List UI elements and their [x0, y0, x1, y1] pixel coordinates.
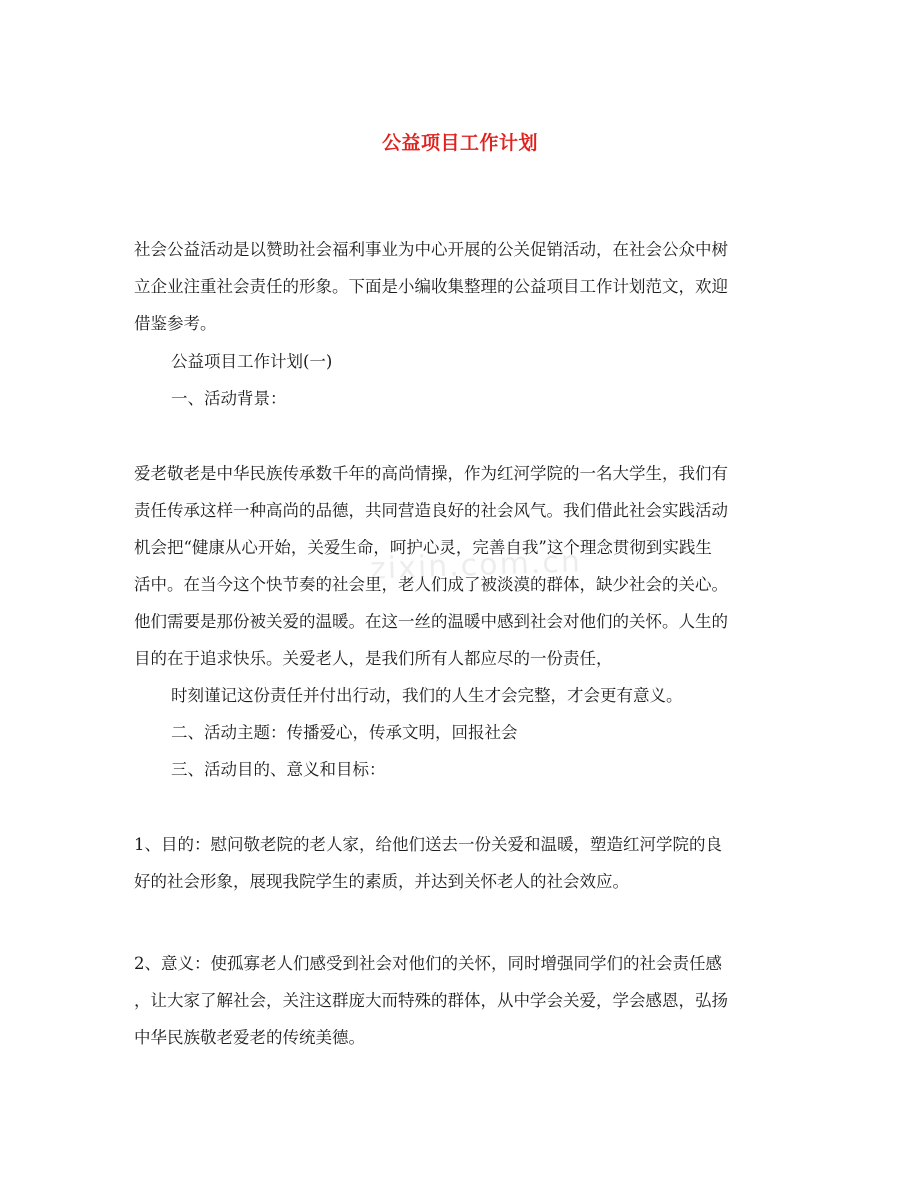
intro-line: 社会公益活动是以赞助社会福利事业为中心开展的公关促销活动，在社会公众中树	[134, 240, 728, 259]
watermark: zixin.com.cn	[369, 544, 583, 587]
background-line: 他们需要是那份被关爱的温暖。在这一丝的温暖中感到社会对他们的关怀。人生的	[134, 612, 728, 631]
background-paragraph	[134, 455, 790, 788]
meaning-line: 2、意义：使孤寡老人们感受到社会对他们的关怀，同时增强同学们的社会责任感	[134, 954, 722, 973]
meaning-paragraph	[134, 945, 790, 1056]
meaning-line: ，让大家了解社会，关注这群庞大而特殊的群体，从中学会关爱，学会感恩，弘扬	[134, 991, 728, 1010]
plan-heading-block	[134, 343, 790, 417]
plan-heading: 公益项目工作计划(一)	[171, 352, 333, 371]
section3-heading: 三、活动目的、意义和目标：	[171, 760, 386, 779]
purpose-paragraph	[134, 826, 790, 900]
meaning-line: 中华民族敬老爱老的传统美德。	[134, 1028, 365, 1047]
background-continuation: 时刻谨记这份责任并付出行动，我们的人生才会完整，才会更有意义。	[171, 686, 683, 705]
section2-heading: 二、活动主题：传播爱心，传承文明，回报社会	[171, 723, 518, 742]
background-line: 目的在于追求快乐。关爱老人，是我们所有人都应尽的一份责任，	[134, 649, 613, 668]
purpose-line: 好的社会形象，展现我院学生的素质，并达到关怀老人的社会效应。	[134, 872, 629, 891]
background-line: 活中。在当今这个快节奏的社会里，老人们成了被淡漠的群体，缺少社会的关心。	[134, 575, 728, 594]
intro-line: 立企业注重社会责任的形象。下面是小编收集整理的公益项目工作计划范文，欢迎	[134, 277, 728, 296]
background-line: 爱老敬老是中华民族传承数千年的高尚情操，作为红河学院的一名大学生，我们有	[134, 464, 728, 483]
document-title: 公益项目工作计划	[381, 132, 538, 154]
background-line: 责任传承这样一种高尚的品德，共同营造良好的社会风气。我们借此社会实践活动	[134, 501, 728, 520]
background-line: 机会把“健康从心开始，关爱生命，呵护心灵，完善自我”这个理念贯彻到实践生	[134, 538, 712, 557]
purpose-line: 1、目的：慰问敬老院的老人家，给他们送去一份关爱和温暖，塑造红河学院的良	[134, 835, 722, 854]
intro-paragraph	[134, 231, 790, 342]
intro-line: 借鉴参考。	[134, 314, 217, 333]
section1-heading: 一、活动背景：	[171, 389, 287, 408]
